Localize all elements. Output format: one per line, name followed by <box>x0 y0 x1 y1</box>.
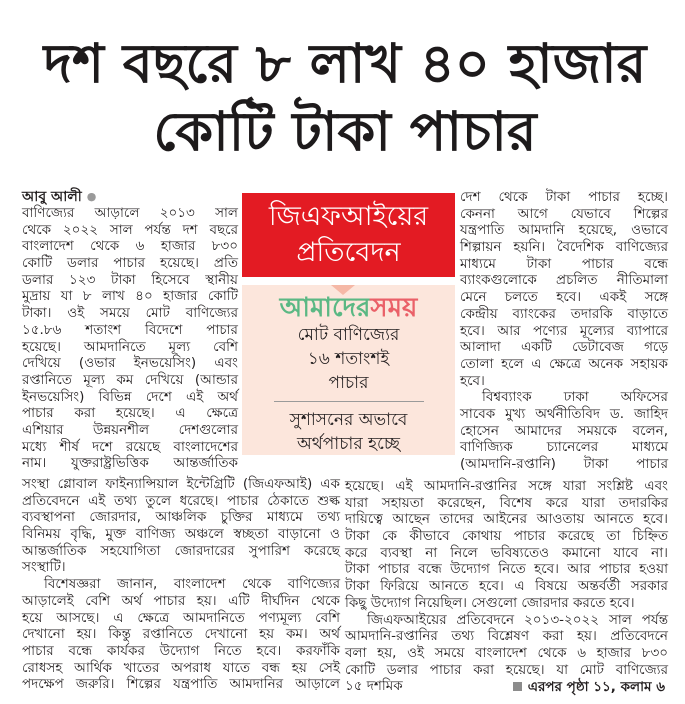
article-line: হয়েছে। এই আমদানি-রপ্তানির সঙ্গে যারা সংশ্লিষ্ট এবং <box>345 478 668 494</box>
article-line: বিশেষজ্ঞরা জানান, বাংলাদেশ থেকে বাণিজ্যের <box>44 576 340 593</box>
sidebar-title-box <box>242 193 455 277</box>
pointer-triangle-icon <box>331 285 355 295</box>
article-line: মুদ্রায় যা ৮ লাখ ৪০ হাজার কোটি <box>22 288 238 305</box>
article-line: টাকা। ওই সময়ে মোট বাণিজ্যের <box>22 305 238 322</box>
article-line: বাণিজ্যিক চ্যানেলের মাধ্যমে <box>460 439 668 456</box>
article-line: আন্তর্জাতিক সহযোগিতা জোরদারের সুপারিশ করেছে <box>22 542 340 559</box>
article-line: রোধসহ আর্থিক খাতের অপরাধ যাতে বন্ধ হয় সেই <box>22 659 340 676</box>
sidebar-title-line-2: প্রতিবেদন <box>296 237 401 268</box>
article-line: হয়ে আসছে। এ ক্ষেত্রে আমদানিতে পণ্যমূল্য বেশি <box>22 609 340 626</box>
article-line: দেশ থেকে টাকা পাচার হচ্ছে। <box>460 189 668 205</box>
article-line: আড়ালেই বেশি অর্থ পাচার হয়। এটি দীর্ঘদিন থেকে <box>22 592 340 609</box>
article-line: আলাদা একটি ডেটাবেজ গড়ে <box>460 339 668 356</box>
article-line: বিনিময় বৃদ্ধি, মুক্ত বাণিজ্য অঞ্চলে স্বচ্ছতা বাড়ানো ও <box>22 526 340 543</box>
article-line: কেননা আগে যেভাবে শিল্পের <box>460 205 668 222</box>
article-line: রপ্তানিতে মূল্য কম দেখিয়ে (আন্ডার <box>22 371 238 388</box>
article-line: হবে। আর পণ্যের মূল্যের ব্যাপারে <box>460 322 668 339</box>
author-name: আবু আলী <box>22 189 82 205</box>
article-column-left <box>22 205 238 472</box>
article-line: দায়িত্বে আছেন তাদের আইনের আওতায় আনতে হবে। <box>345 511 668 528</box>
highlight-1-line: পাচার <box>328 373 369 393</box>
article-line: দেখিয়ে (ওভার ইনভয়েসিং) এবং <box>22 355 238 372</box>
article-line: শিল্পায়ন হয়নি। বৈদেশিক বাণিজ্যের <box>460 239 668 256</box>
article-line: কোটি ডলার পাচার হয়েছে। প্রতি <box>22 255 238 272</box>
article-line: ইনভয়েসিং) বিভিন্ন দেশে এই অর্থ <box>22 388 238 405</box>
article-line: জিএফআইয়ের প্রতিবেদনে ২০১৩-২০২২ সাল পর্যন্ত <box>367 611 668 628</box>
article-column-right-wide <box>345 478 668 695</box>
article-line: ১৫ দশমিক <box>345 678 403 695</box>
article-line: সাবেক মুখ্য অর্থনীতিবিদ ড. জাহিদ <box>460 405 668 422</box>
highlight-1-line: ১৬ শতাংশই <box>307 349 390 369</box>
article-line: হোসেন আমাদের সময়কে বলেন, <box>460 422 668 439</box>
article-line: সংস্থা গ্লোবাল ফাইন্যান্সিয়াল ইন্টেগ্রিটি (জিএফআই) এক <box>22 476 340 492</box>
article-line: এশিয়ার উন্নয়নশীল দেশগুলোর <box>22 421 238 438</box>
article-line: বাণিজ্যের আড়ালে ২০১৩ সাল <box>22 205 238 221</box>
article-line: দেখানো হয়। কিন্তু রপ্তানিতে দেখানো হয় কম। অর্থ <box>22 626 340 643</box>
article-line: ব্যবস্থাপনা জোরদার, আঞ্চলিক চুক্তির মাধ্যমে তথ্য <box>22 509 340 526</box>
highlight-divider <box>274 401 424 402</box>
byline <box>22 188 96 206</box>
article-line: তোলা হলে এ ক্ষেত্রে অনেক সহায়ক <box>460 355 668 372</box>
continuation-text: এরপর পৃষ্ঠা ১১, কলাম ৬ <box>527 679 665 695</box>
bullet-dot-icon: ● <box>86 190 97 203</box>
article-line: যন্ত্রপাতি আমদানি হয়েছে, ওভাবে <box>460 222 668 239</box>
highlight-2-line: অর্থপাচার হচ্ছে <box>297 434 400 454</box>
article-line: পাচার করা হয়েছে। এ ক্ষেত্রে <box>22 405 238 422</box>
article-line: হবে। <box>460 372 485 389</box>
watermark-part-2: সময় <box>370 293 418 323</box>
sidebar-title-line-1: জিএফআইয়ের <box>268 201 429 232</box>
article-line: কেন্দ্রীয় ব্যাংকের তদারকি বাড়াতে <box>460 305 668 322</box>
article-line: থেকে ২০২২ সাল পর্যন্ত দশ বছরে <box>22 221 238 238</box>
article-line: বাংলাদেশ থেকে ৬ হাজার ৮৩০ <box>22 238 238 255</box>
watermark-logo <box>242 293 455 323</box>
article-line: সংস্থাটি। <box>22 559 66 576</box>
continuation-note <box>513 679 665 696</box>
article-line: টাকা কে কীভাবে কোথায় পাচার করেছে তা চিহ্নিত <box>345 528 668 545</box>
article-line: ডলার ১২৩ টাকা হিসেবে স্থানীয় <box>22 271 238 288</box>
article-line: (আমদানি-রপ্তানি) টাকা পাচার <box>460 456 668 472</box>
article-line: বিশ্বব্যাংক ঢাকা অফিসের <box>482 389 668 406</box>
article-line: করে ব্যবস্থা না নিলে ভবিষ্যতেও কমানো যাবে না। <box>345 544 668 561</box>
article-line: ব্যাংকগুলোকে প্রচলিত নীতিমালা <box>460 272 668 289</box>
article-line: হয়েছে। আমদানিতে মূল্য বেশি <box>22 338 238 355</box>
article-line: কোটি ডলার পাচার করা হয়েছে। যা মোট বাণিজ্যের <box>345 661 668 678</box>
article-column-left-wide <box>22 476 340 693</box>
article-line: টাকা পাচার বন্ধে উদ্যোগ নিতে হবে। আর পাচার হওয়া <box>345 561 668 578</box>
headline-line-1: দশ বছরে ৮ লাখ ৪০ হাজার <box>43 32 647 95</box>
article-line: পাচার বন্ধে কার্যকর উদ্যোগ নিতে হবে। করফাঁকি <box>22 642 340 659</box>
article-line: মাধ্যমে টাকা পাচার বন্ধে <box>460 255 668 272</box>
sidebar-highlights-box <box>242 285 455 455</box>
article-line: মেনে চলতে হবে। একই সঙ্গে <box>460 289 668 306</box>
article-line: মধ্যে শীর্ষ দশে রয়েছে বাংলাদেশের <box>22 438 238 455</box>
highlight-2-line: সুশাসনের অভাবে <box>289 410 408 430</box>
headline-line-2: কোটি টাকা পাচার <box>153 100 537 163</box>
article-line: বলা হয়, ওই সময়ে বাংলাদেশ থেকে ৬ হাজার ৮৩০ <box>345 644 668 661</box>
article-line: আমদানি-রপ্তানির তথ্য বিশ্লেষণ করা হয়। প্রতিবেদনে <box>345 628 668 645</box>
article-line: নাম। যুক্তরাষ্ট্রভিত্তিক আন্তর্জাতিক <box>22 455 238 472</box>
article-column-right <box>460 189 668 473</box>
article-line: প্রতিবেদনে এই তথ্য তুলে ধরেছে। পাচার ঠেকাতে শুল্ক <box>22 492 340 509</box>
article-line: যারা সহায়তা করেছেন, বিশেষ করে যারা তদারকির <box>345 494 668 511</box>
article-line: টাকা ফিরিয়ে আনতে হবে। এ বিষয়ে অন্তর্বর্তী সরকার <box>345 578 668 595</box>
watermark-part-1: আমাদের <box>279 293 371 323</box>
square-bullet-icon <box>513 682 522 691</box>
article-line: পদক্ষেপ জরুরি। শিল্পের যন্ত্রপাতি আমদানির আড়ালে <box>22 676 340 693</box>
article-line: কিছু উদ্যোগ নিয়েছিল। সেগুলো জোরদার করতে হবে। <box>345 594 635 611</box>
article-line: ১৫.৮৬ শতাংশ বিদেশে পাচার <box>22 321 238 338</box>
highlight-1-line: মোট বাণিজ্যের <box>297 325 400 345</box>
